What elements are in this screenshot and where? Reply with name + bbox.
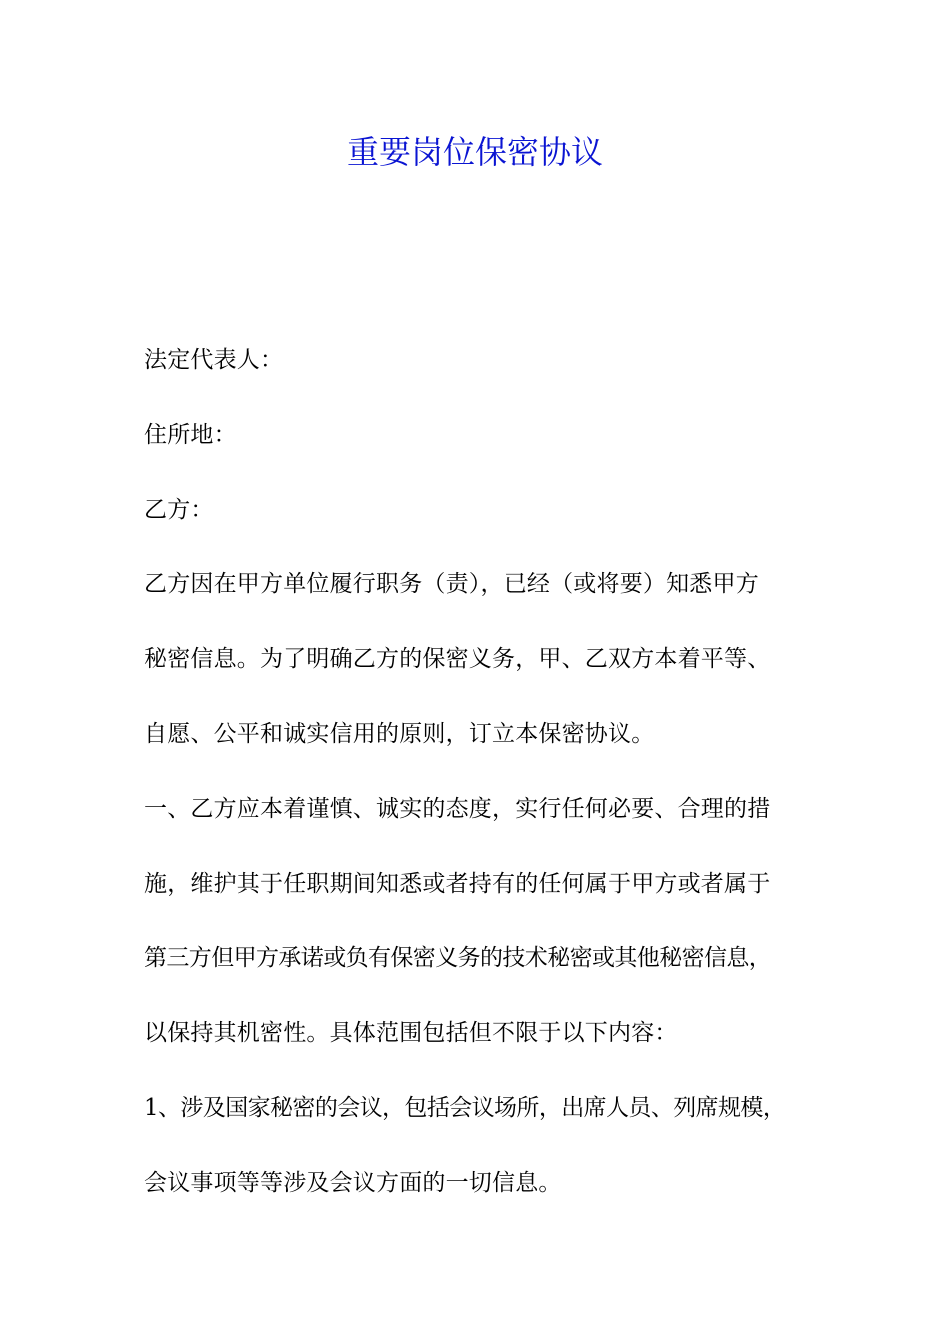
paragraph-line: 施，维护其于任职期间知悉或者持有的任何属于甲方或者属于 bbox=[144, 870, 771, 897]
paragraph-line-party-b: 乙方： bbox=[144, 496, 214, 523]
paragraph-line-domicile: 住所地： bbox=[144, 421, 237, 448]
paragraph-line: 第三方但甲方承诺或负有保密义务的技术秘密或其他秘密信息， bbox=[144, 945, 772, 972]
paragraph-line: 会议事项等等涉及会议方面的一切信息。 bbox=[144, 1169, 562, 1196]
document-body bbox=[144, 336, 834, 1234]
paragraph-line: 自愿、公平和诚实信用的原则，订立本保密协议。 bbox=[144, 720, 655, 747]
paragraph-line-item-one: 1、涉及国家秘密的会议，包括会议场所，出席人员、列席规模， bbox=[144, 1094, 786, 1121]
paragraph-line-legal-representative: 法定代表人： bbox=[144, 347, 284, 373]
document-title: 重要岗位保密协议 bbox=[346, 133, 603, 171]
paragraph-line-clause-one: 一、乙方应本着谨慎、诚实的态度，实行任何必要、合理的措 bbox=[144, 795, 771, 822]
paragraph-line: 秘密信息。为了明确乙方的保密义务，甲、乙双方本着平等、 bbox=[144, 646, 771, 673]
paragraph-line: 乙方因在甲方单位履行职务（责），已经（或将要）知悉甲方 bbox=[144, 571, 759, 598]
paragraph-line: 以保持其机密性。具体范围包括但不限于以下内容： bbox=[144, 1020, 678, 1047]
